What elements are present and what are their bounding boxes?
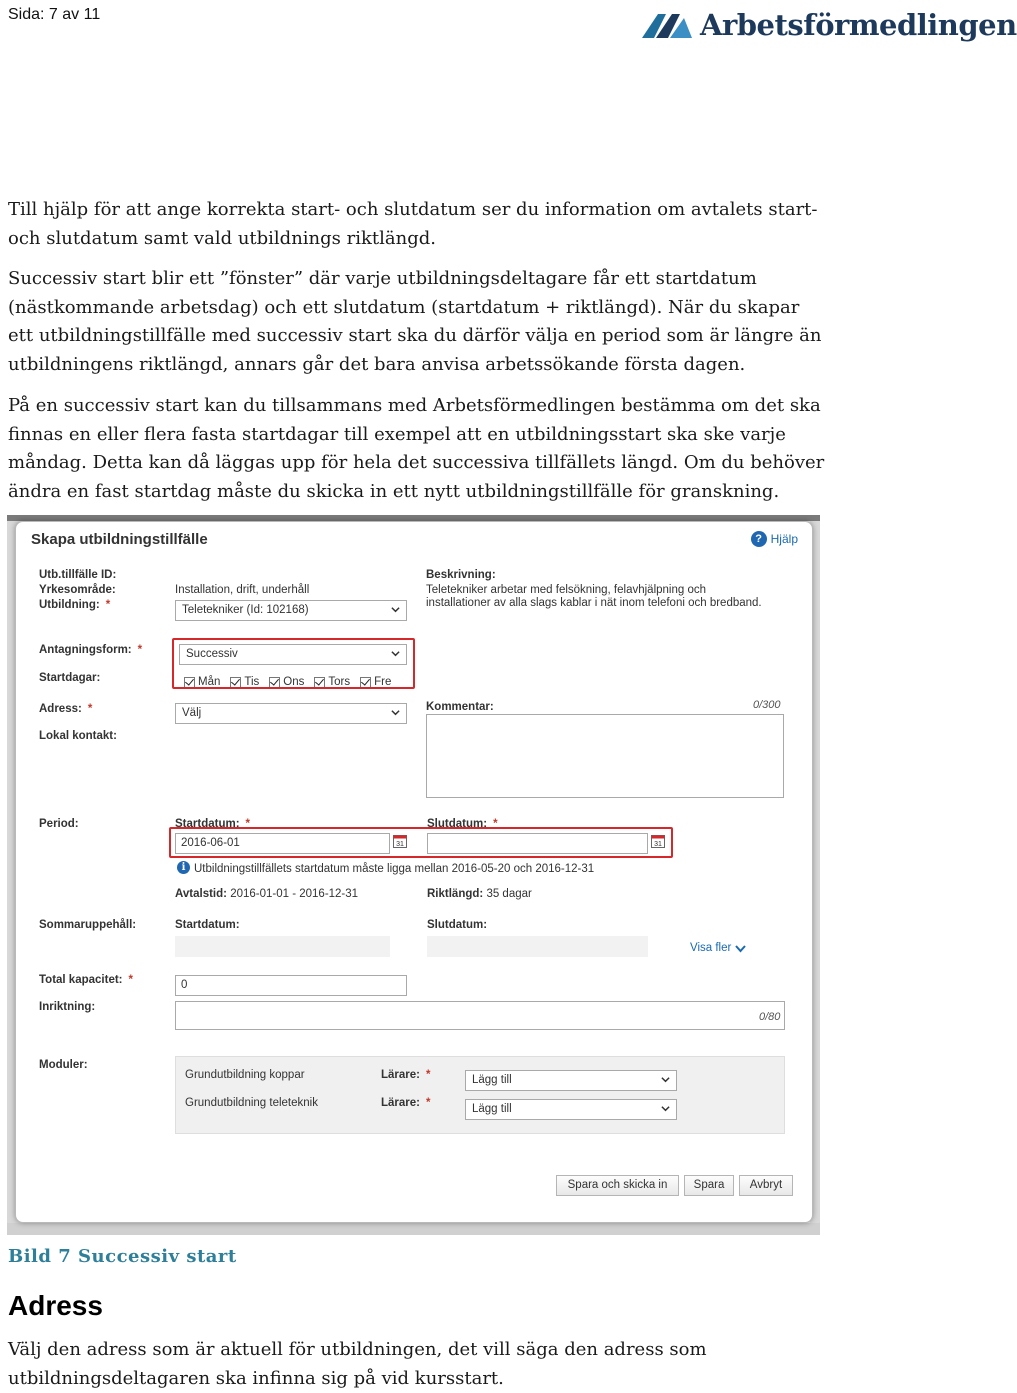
successiv-paragraph: Successiv start blir ett ”fönster” där varje utbildningsdeltagare får ett startdatum (nästkommande arbetsdag) och ett slutdatum (startdatum + riktlängd). När du skapar ett utbildningstillfälle med successiv start ska du därför välja en period som är längre än utbildningens riktlängd, annars går det bara anvisa arbetssökande första dagen. [8,268,822,376]
startdag-paragraph: På en successiv start kan du tillsammans med Arbetsförmedlingen bestämma om det ska finnas en eller flera fasta startdagar till exempel att en utbildningsstart ska ske varje måndag. Detta kan då läggas upp för hela det successiva tillfällets längd. Om du behöver ändra en fast startdag måste du skicka in ett nytt utbildningstillfälle för granskning. [8,395,825,503]
logo-text: Arbetsförmedlingen [700,8,1017,42]
chevron-down-icon [391,605,400,614]
startdag-tors[interactable]: Tors [314,676,350,688]
yrkesomrade-label: Yrkesområde: [39,584,116,596]
utbildning-label: Utbildning: * [39,599,111,611]
startdag-ons[interactable]: Ons [269,676,304,688]
dialog-title: Skapa utbildningstillfälle [31,531,208,548]
help-label: Hjälp [770,532,798,546]
larare-select[interactable]: Lägg till [465,1099,677,1120]
modules-panel [175,1056,785,1134]
beskrivning-label: Beskrivning: [426,569,496,581]
module-name: Grundutbildning koppar [185,1069,305,1081]
sommar-slutdatum-input [427,936,648,957]
chevron-down-icon [391,708,400,717]
spara-och-skicka-in-button[interactable]: Spara och skicka in [556,1175,679,1196]
startdagar-label: Startdagar: [39,672,101,684]
create-course-dialog [15,521,813,1223]
total-kapacitet-label: Total kapacitet: * [39,974,133,986]
larare-select[interactable]: Lägg till [465,1070,677,1091]
sommaruppehall-label: Sommaruppehåll: [39,919,137,931]
inriktning-counter: 0/80 [759,1011,781,1023]
chevron-down-icon [661,1075,670,1084]
figure-caption: Bild 7 Successiv start [8,1246,237,1267]
kommentar-counter: 0/300 [753,699,781,711]
period-label: Period: [39,818,79,830]
utbildning-select[interactable] [175,600,407,621]
utb-id-label: Utb.tillfälle ID: [39,569,117,581]
utbildning-select-value: Teletekniker (Id: 102168) [182,604,309,616]
moduler-label: Moduler: [39,1059,88,1071]
startdag-tis[interactable]: Tis [230,676,259,688]
adress-select-value: Välj [182,707,202,719]
inriktning-label: Inriktning: [39,1001,96,1013]
chevron-down-icon [661,1104,670,1113]
spara-button[interactable]: Spara [684,1175,734,1196]
total-kapacitet-input[interactable]: 0 [175,975,407,996]
startdatum-input[interactable]: 2016-06-01 [175,833,390,854]
screenshot-figure [7,515,820,1235]
sommar-startdatum-label: Startdatum: [175,919,240,931]
period-info-text: Utbildningstillfällets startdatum måste ligga mellan 2016-05-20 och 2016-12-31 [194,863,595,875]
info-icon: i [177,861,190,874]
arbetsformedlingen-logo [640,4,1017,46]
page-indicator: Sida: 7 av 11 [8,6,101,23]
kommentar-textarea[interactable] [426,714,784,798]
visa-fler-link[interactable]: Visa fler [690,942,746,954]
help-icon: ? [751,531,767,547]
svg-text:31: 31 [396,841,404,848]
intro-paragraph: Till hjälp för att ange korrekta start- och slutdatum ser du information om avtalets start- och slutdatum samt vald utbildnings riktlängd. [8,199,818,249]
startdag-man[interactable]: Mån [184,676,220,688]
kommentar-label: Kommentar: [426,701,494,713]
adress-select[interactable] [175,703,407,724]
svg-text:31: 31 [654,841,662,848]
sommar-startdatum-input [175,936,390,957]
antagningsform-label: Antagningsform: * [39,644,143,656]
adress-paragraph: Välj den adress som är aktuell för utbildningen, det vill säga den adress som utbildningsdeltagaren ska infinna sig på vid kursstart. [8,1339,707,1389]
beskrivning-text-2: installationer av alla slags kablar i nät inom telefoni och bredband. [426,597,762,609]
slutdatum-label: Slutdatum: * [427,818,498,830]
sommar-slutdatum-label: Slutdatum: [427,919,488,931]
background-page-bottom [7,1223,820,1235]
chevron-down-icon [735,944,746,953]
highlight-antagningsform [172,638,415,689]
lokal-kontakt-label: Lokal kontakt: [39,730,117,742]
section-heading: Adress [8,1290,103,1321]
yrkesomrade-value: Installation, drift, underhåll [175,584,310,596]
startdag-fre[interactable]: Fre [360,676,391,688]
riktlangd: Riktlängd: 35 dagar [427,888,532,900]
antagningsform-select-value: Successiv [186,648,238,660]
help-link[interactable] [751,531,798,547]
logo-mark-icon [640,8,694,42]
avtalstid: Avtalstid: 2016-01-01 - 2016-12-31 [175,888,359,900]
module-name: Grundutbildning teleteknik [185,1097,318,1109]
adress-label: Adress: * [39,703,93,715]
larare-label: Lärare: * [381,1069,431,1081]
startdatum-label: Startdatum: * [175,818,251,830]
avbryt-button[interactable]: Avbryt [739,1175,793,1196]
beskrivning-text-1: Teletekniker arbetar med felsökning, felavhjälpning och [426,584,706,596]
highlight-period [169,827,673,858]
larare-label: Lärare: * [381,1097,431,1109]
inriktning-textarea[interactable] [175,1001,785,1030]
